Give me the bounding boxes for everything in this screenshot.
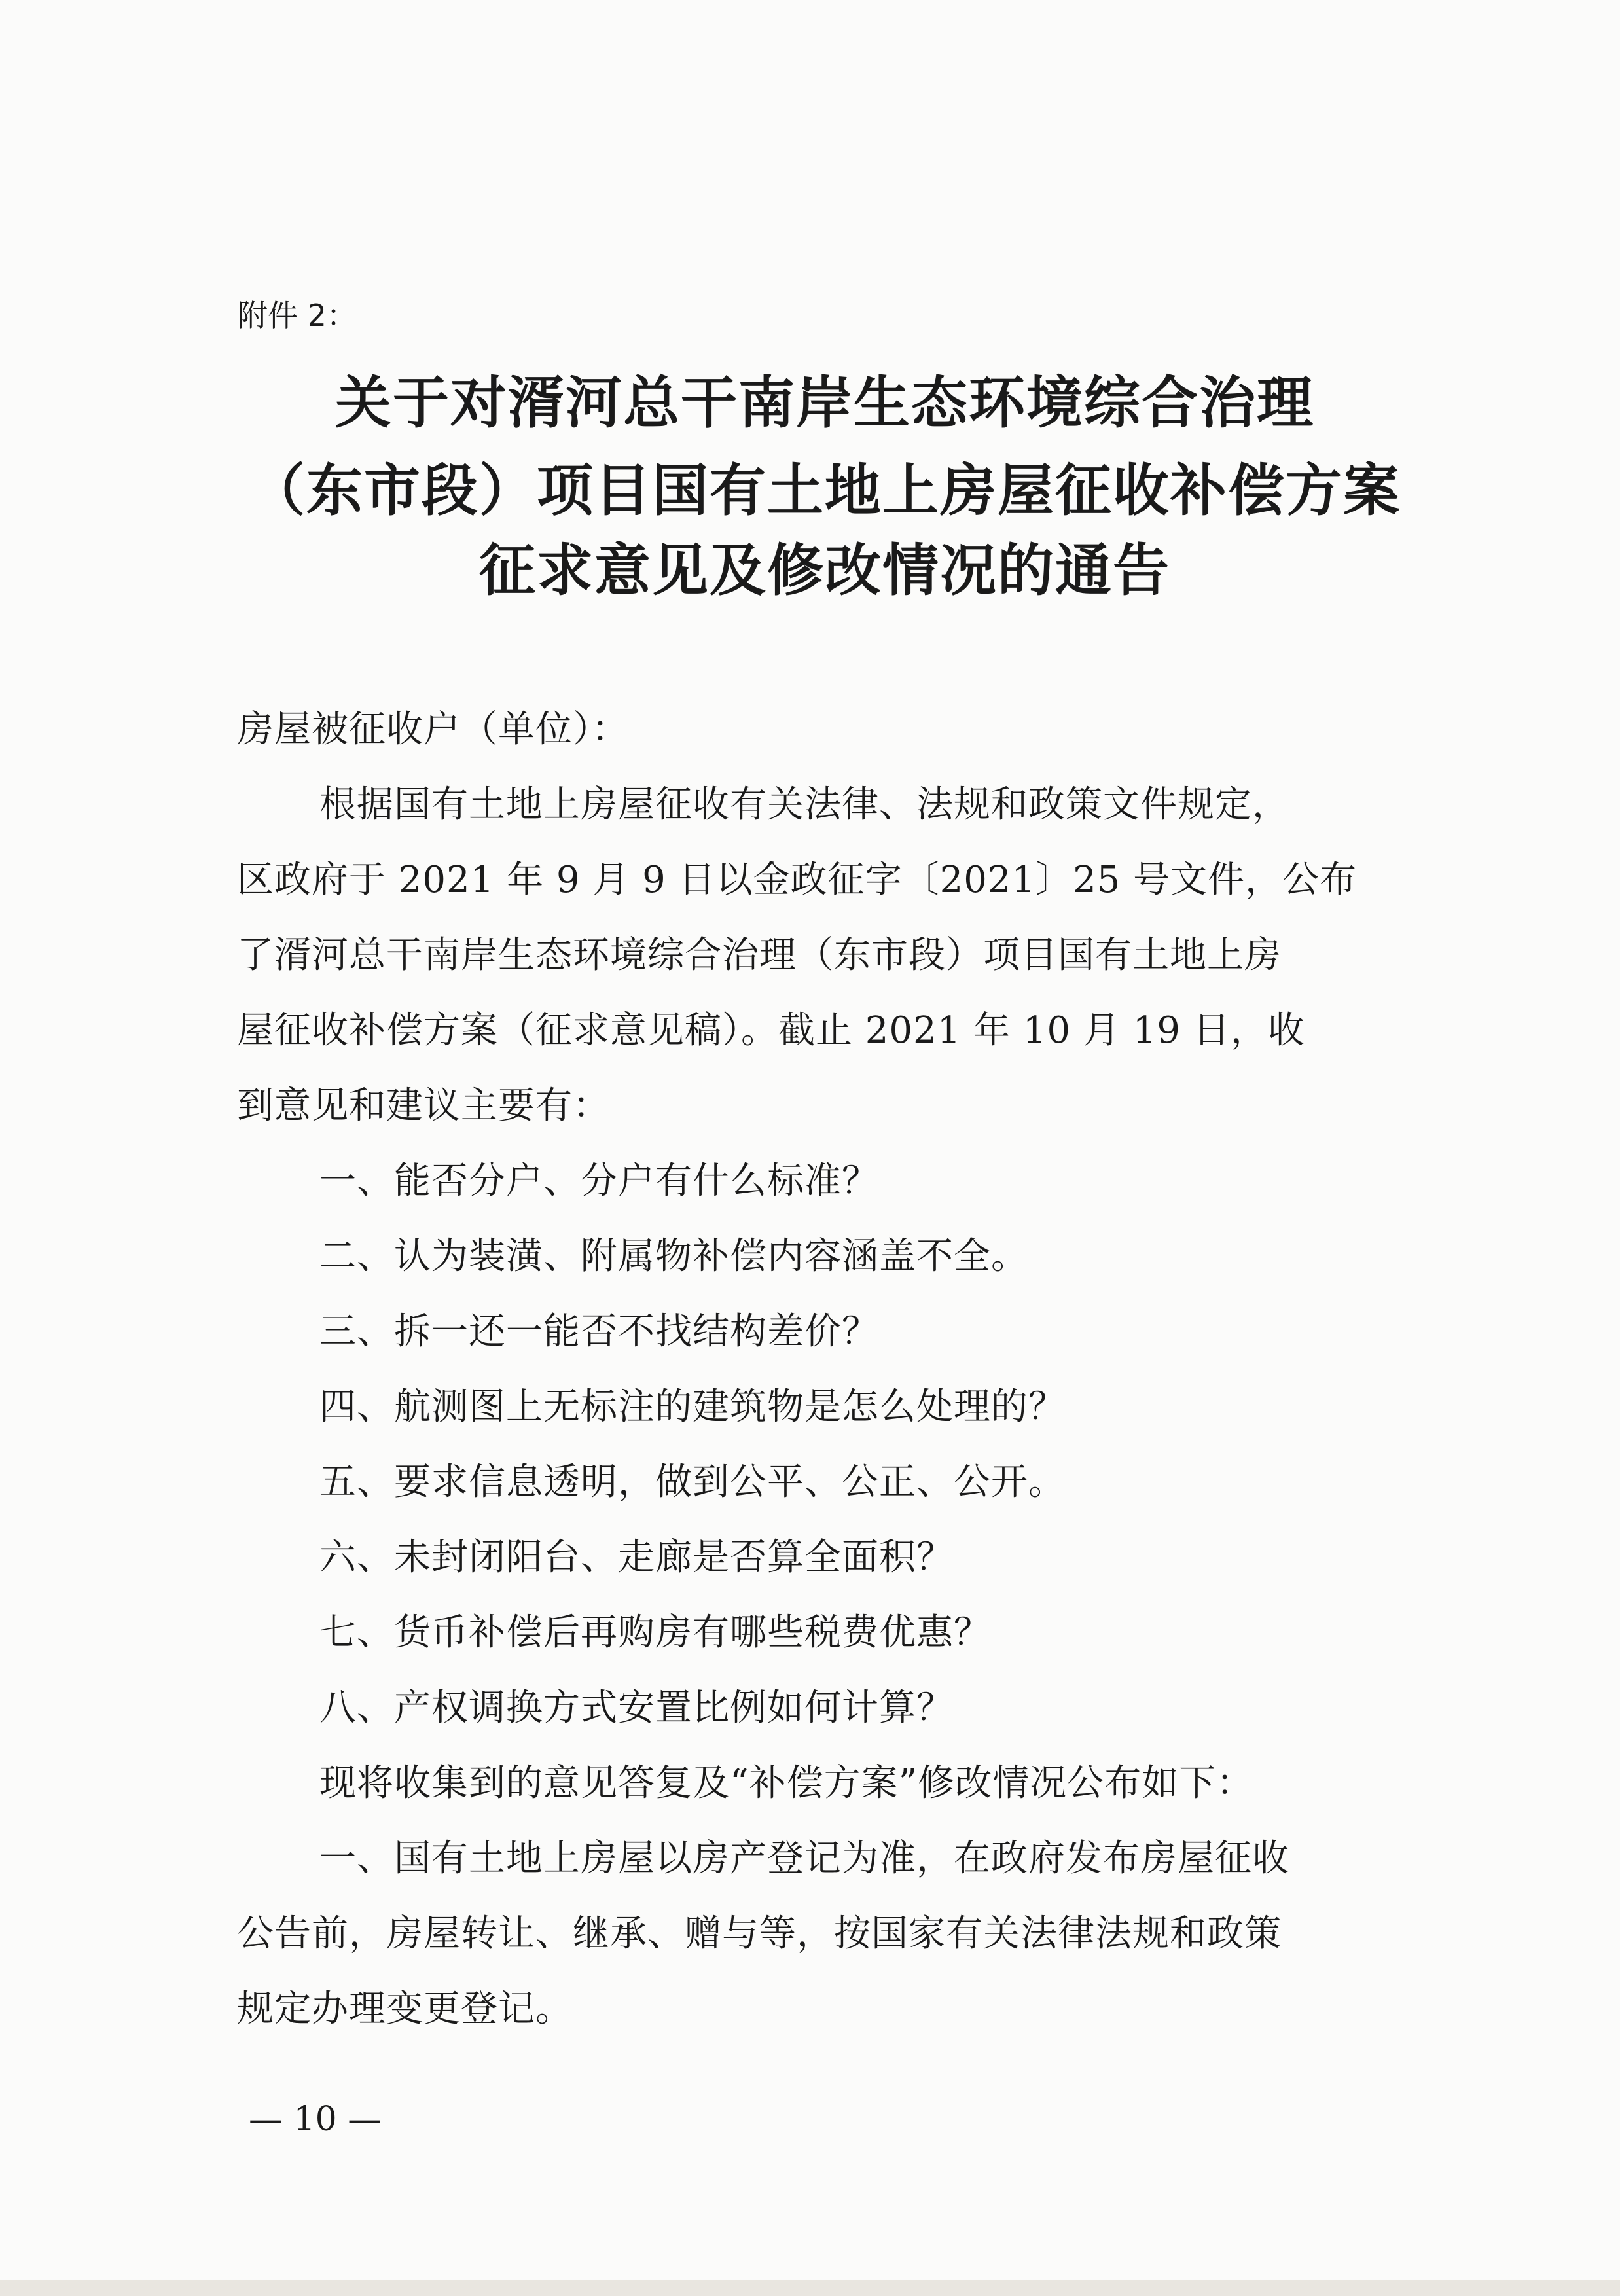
question-item: 三、拆一还一能否不找结构差价？ bbox=[319, 1310, 879, 1353]
question-item: 一、能否分户、分户有什么标准？ bbox=[319, 1160, 879, 1202]
question-item: 二、认为装潢、附属物补偿内容涵盖不全。 bbox=[319, 1235, 1028, 1278]
title-line-1: 关于对湑河总干南岸生态环境综合治理 bbox=[335, 370, 1314, 436]
attachment-label: 附件 2： bbox=[238, 298, 357, 333]
scan-edge bbox=[0, 2280, 1620, 2296]
answer-line: 规定办理变更登记。 bbox=[237, 1988, 573, 2030]
title-line-3: 征求意见及修改情况的通告 bbox=[479, 538, 1170, 603]
question-item: 八、产权调换方式安置比例如何计算？ bbox=[319, 1687, 954, 1729]
question-item: 六、未封闭阳台、走廊是否算全面积？ bbox=[319, 1536, 954, 1579]
body-line: 现将收集到的意见答复及“补偿方案”修改情况公布如下： bbox=[319, 1762, 1254, 1804]
title-line-2: （东市段）项目国有土地上房屋征收补偿方案 bbox=[249, 458, 1401, 524]
body-line: 区政府于 2021 年 9 月 9 日以金政征字〔2021〕25 号文件，公布 bbox=[237, 859, 1358, 901]
body-line: 根据国有土地上房屋征收有关法律、法规和政策文件规定， bbox=[319, 783, 1289, 826]
answer-line: 一、国有土地上房屋以房产登记为准，在政府发布房屋征收 bbox=[319, 1837, 1289, 1880]
body-line: 到意见和建议主要有： bbox=[237, 1085, 610, 1127]
salutation: 房屋被征收户（单位）： bbox=[237, 708, 629, 751]
question-item: 四、航测图上无标注的建筑物是怎么处理的？ bbox=[319, 1386, 1066, 1428]
body-line: 屋征收补偿方案（征求意见稿）。截止 2021 年 10 月 19 日，收 bbox=[237, 1009, 1305, 1052]
body-line: 了湑河总干南岸生态环境综合治理（东市段）项目国有土地上房 bbox=[237, 934, 1282, 977]
page-number: — 10 — bbox=[249, 2100, 382, 2139]
question-item: 五、要求信息透明，做到公平、公正、公开。 bbox=[319, 1461, 1066, 1503]
answer-line: 公告前，房屋转让、继承、赠与等，按国家有关法律法规和政策 bbox=[237, 1912, 1282, 1955]
question-item: 七、货币补偿后再购房有哪些税费优惠？ bbox=[319, 1611, 991, 1654]
